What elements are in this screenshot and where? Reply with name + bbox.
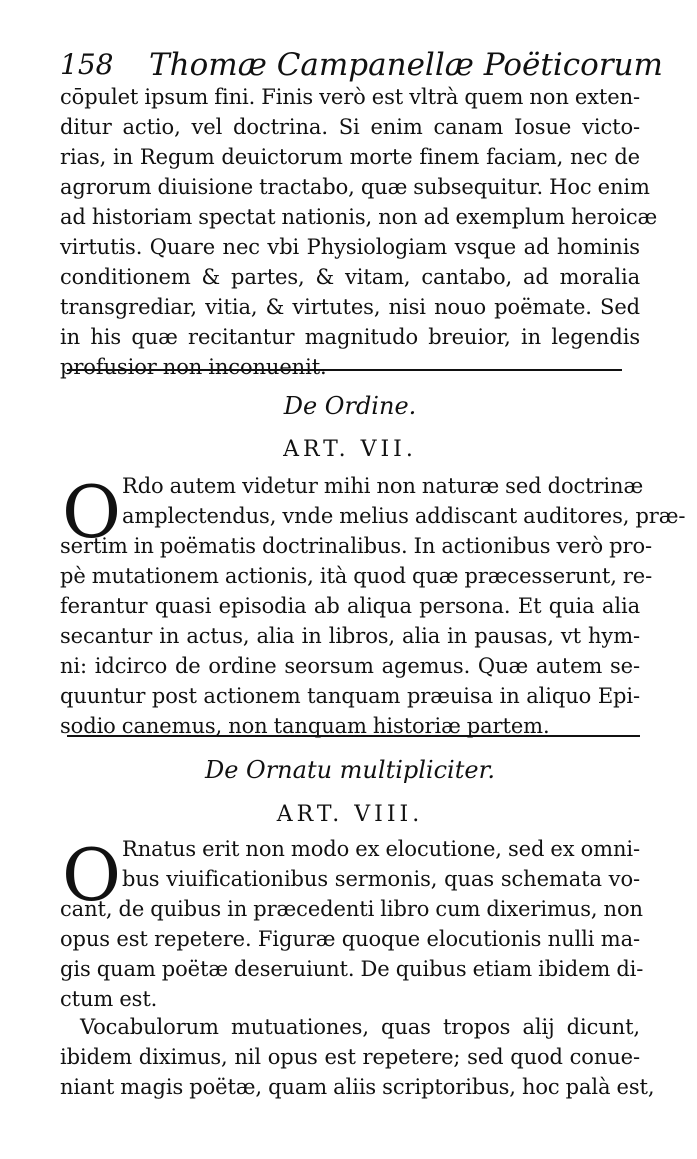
text-line: Vocabulorum mutuationes, quas tropos alij dicunt, bbox=[80, 1015, 640, 1039]
text-line: in his quæ recitantur magnitudo breuior, in legendis bbox=[60, 325, 640, 349]
text-line: cōpulet ipsum fini. Finis verò est vltrà quem non exten- bbox=[60, 85, 640, 109]
text-line: Rdo autem videtur mihi non naturæ sed doctrinæ bbox=[122, 474, 644, 498]
text-line: sodio canemus, non tanquam historiæ partem. bbox=[60, 714, 550, 738]
text-line: rias, in Regum deuictorum morte finem faciam, nec de bbox=[60, 145, 640, 169]
text-line: bus viuificationibus sermonis, quas schemata vo- bbox=[122, 867, 640, 891]
text-line: agrorum diuisione tractabo, quæ subsequitur. Hoc enim bbox=[60, 175, 650, 199]
text-line: cant, de quibus in præcedenti libro cum dixerimus, non bbox=[60, 897, 643, 921]
drop-initial: O bbox=[62, 833, 122, 917]
text-line: opus est repetere. Figuræ quoque elocutionis nulli ma- bbox=[60, 927, 640, 951]
section-title-ordine: De Ordine. bbox=[283, 392, 417, 420]
section8-paragraph-2 bbox=[60, 1012, 655, 1102]
text-line: ferantur quasi episodia ab aliqua persona. Et quia alia bbox=[60, 594, 640, 618]
text-line: ad historiam spectat nationis, non ad exemplum heroicæ bbox=[60, 205, 658, 229]
article-label-vii: ART. VII. bbox=[283, 437, 417, 462]
text-line: ctum est. bbox=[60, 987, 158, 1011]
article-label-viii: ART. VIII. bbox=[276, 802, 424, 827]
drop-initial: O bbox=[62, 470, 122, 554]
section7-paragraph bbox=[60, 471, 686, 741]
text-line: amplectendus, vnde melius addiscant auditores, præ- bbox=[122, 504, 686, 528]
page-number: 158 bbox=[60, 48, 114, 81]
text-line: profusior non inconuenit. bbox=[60, 355, 327, 379]
text-line: Rnatus erit non modo ex elocutione, sed ex omni- bbox=[122, 837, 640, 861]
text-line: secantur in actus, alia in libros, alia in pausas, vt hym- bbox=[60, 624, 640, 648]
text-line: conditionem & partes, & vitam, cantabo, ad moralia bbox=[60, 265, 640, 289]
text-line: sertim in poëmatis doctrinalibus. In actionibus verò pro- bbox=[60, 534, 652, 558]
text-line: pè mutationem actionis, ità quod quæ præcesserunt, re- bbox=[60, 564, 653, 588]
text-line: quuntur post actionem tanquam præuisa in aliquo Epi- bbox=[60, 684, 640, 708]
text-line: niant magis poëtæ, quam aliis scriptoribus, hoc palà est, bbox=[60, 1075, 655, 1099]
text-line: virtutis. Quare nec vbi Physiologiam vsque ad hominis bbox=[60, 235, 640, 259]
text-line: transgrediar, vitia, & virtutes, nisi nouo poëmate. Sed bbox=[60, 295, 640, 319]
text-line: gis quam poëtæ deseruiunt. De quibus etiam ibidem di- bbox=[60, 957, 644, 981]
text-line: ditur actio, vel doctrina. Si enim canam Iosue victo- bbox=[60, 115, 640, 139]
section8-paragraph bbox=[60, 834, 644, 1014]
text-line: ibidem diximus, nil opus est repetere; sed quod conue- bbox=[60, 1045, 640, 1069]
section-divider bbox=[67, 369, 622, 371]
section-title-ornatu: De Ornatu multipliciter. bbox=[204, 756, 496, 784]
text-line: ni: idcirco de ordine seorsum agemus. Quæ autem se- bbox=[60, 654, 640, 678]
intro-paragraph bbox=[60, 82, 658, 382]
running-title: Thomæ Campanellæ Poëticorum bbox=[149, 47, 663, 83]
section-divider bbox=[67, 735, 640, 737]
